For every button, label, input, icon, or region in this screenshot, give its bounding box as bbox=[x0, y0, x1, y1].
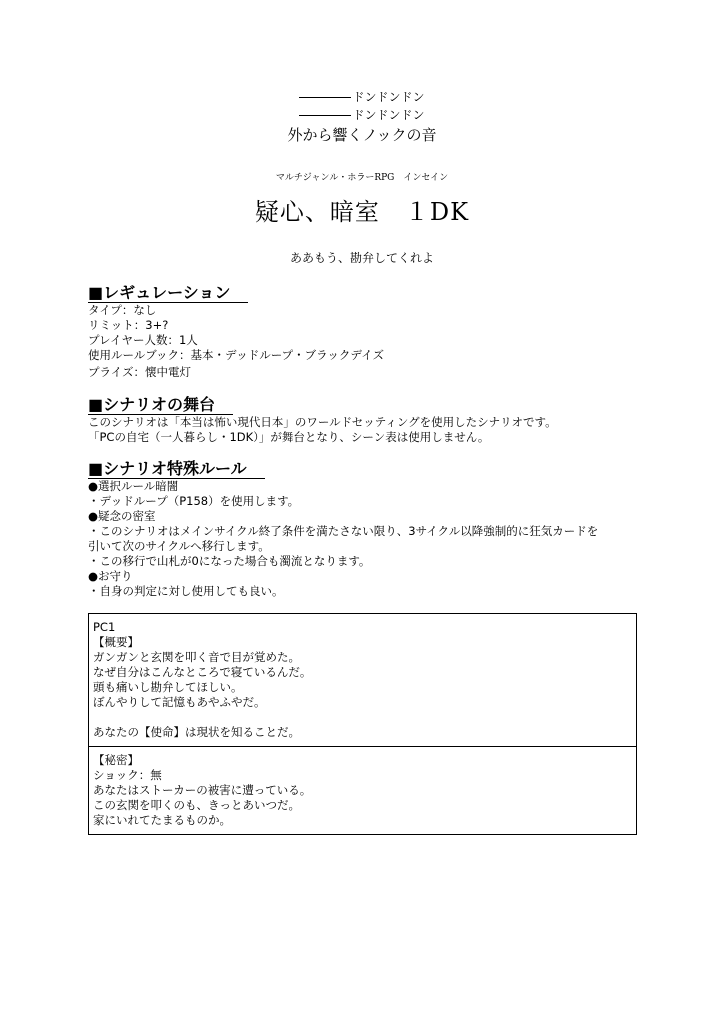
stage-text bbox=[88, 415, 557, 445]
regulation-list bbox=[88, 303, 384, 380]
rule-line: ●お守り bbox=[88, 569, 133, 583]
pc1-label: PC1 bbox=[93, 620, 116, 634]
rule-line: 引いて次のサイクルへ移行します。 bbox=[88, 539, 270, 553]
page-title: 疑心、暗室 １DK bbox=[254, 198, 470, 226]
secret-line: この玄関を叩くのも、きっとあいつだ。 bbox=[93, 798, 300, 812]
pc1-secret-section bbox=[89, 746, 636, 834]
regulation-line: プレイヤー人数：1人 bbox=[88, 333, 198, 347]
regulation-line: プライズ：懐中電灯 bbox=[88, 365, 192, 379]
special-rules-heading: ■シナリオ特殊ルール bbox=[88, 460, 265, 479]
rule-line: ・自身の判定に対し使用しても良い。 bbox=[88, 584, 284, 598]
subtitle: マルチジャンル・ホラーRPG インセイン bbox=[275, 173, 449, 183]
regulation-line: 使用ルールブック：基本・デッドループ・ブラックデイズ bbox=[88, 348, 385, 362]
stage-line: このシナリオは「本当は怖い現代日本」のワールドセッティングを使用したシナリオです。 bbox=[88, 415, 557, 429]
stage-line: 「PCの自宅（一人暮らし・1DK）」が舞台となり、シーン表は使用しません。 bbox=[88, 430, 490, 444]
secret-heading: 【秘密】 bbox=[93, 753, 139, 767]
pc1-handout bbox=[88, 613, 637, 835]
overview-line: ぼんやりして記憶もあやふやだ。 bbox=[93, 695, 266, 709]
regulation-heading: ■レギュレーション bbox=[88, 284, 248, 303]
secret-line: ショック：無 bbox=[93, 768, 162, 782]
tagline: 外から響くノックの音 bbox=[287, 126, 437, 144]
regulation-line: リミット：3+? bbox=[88, 318, 169, 332]
regulation-line: タイプ：なし bbox=[88, 303, 157, 317]
spacer bbox=[93, 710, 632, 725]
stage-heading: ■シナリオの舞台 bbox=[88, 396, 233, 415]
overview-line: 頭も痛いし勘弁してほしい。 bbox=[93, 680, 243, 694]
overview-line: なぜ自分はこんなところで寝ているんだ。 bbox=[93, 665, 312, 679]
dash-rule bbox=[299, 97, 351, 98]
mission-line: あなたの【使命】は現状を知ることだ。 bbox=[93, 725, 300, 739]
pc1-overview-section bbox=[89, 614, 636, 746]
special-rules-text bbox=[88, 479, 598, 599]
secret-line: 家にいれてたまるものか。 bbox=[93, 813, 231, 827]
secret-line: あなたはストーカーの被害に遭っている。 bbox=[93, 783, 312, 797]
rule-line: ・この移行で山札が0になった場合も濁流となります。 bbox=[88, 554, 371, 568]
rule-line: ●選択ルール暗闇 bbox=[88, 479, 179, 493]
knock-line-1: ドンドンドン bbox=[0, 88, 724, 105]
knock-line-2: ドンドンドン bbox=[0, 106, 724, 123]
overview-line: ガンガンと玄関を叩く音で目が覚めた。 bbox=[93, 650, 300, 664]
rule-line: ・このシナリオはメインサイクル終了条件を満たさない限り、3サイクル以降強制的に狂気カードを bbox=[88, 524, 599, 538]
rule-line: ●疑念の密室 bbox=[88, 509, 156, 523]
rule-line: ・デッドループ（P158）を使用します。 bbox=[88, 494, 300, 508]
overview-heading: 【概要】 bbox=[93, 635, 139, 649]
catchphrase: ああもう、勘弁してくれよ bbox=[289, 251, 434, 265]
dash-rule bbox=[299, 115, 351, 116]
